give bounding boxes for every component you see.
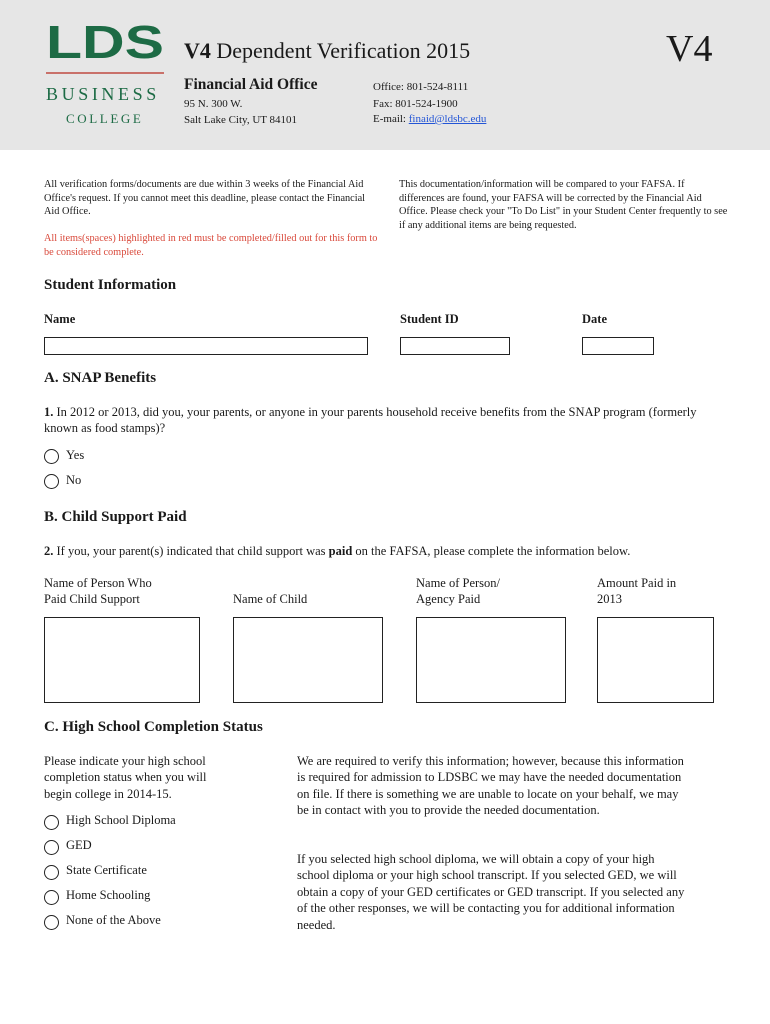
col-agency-header xyxy=(416,575,500,607)
logo-divider xyxy=(46,72,164,74)
lds-logo xyxy=(46,20,166,67)
child-support-question xyxy=(44,543,724,559)
deadline-notice: All verification forms/documents are due within 3 weeks of the Financial Aid Office's request. If you cannot meet this deadline, please contact the Financial Aid Office. xyxy=(44,179,366,218)
col-payer-line2: Paid Child Support xyxy=(44,592,140,606)
logo-college-text: COLLEGE xyxy=(66,111,144,126)
student-id-field[interactable] xyxy=(400,337,510,355)
date-field[interactable] xyxy=(582,337,654,355)
child-support-heading: B. Child Support Paid xyxy=(44,509,187,525)
none-of-above-label: None of the Above xyxy=(66,913,161,927)
date-label: Date xyxy=(582,312,607,326)
office-contact xyxy=(373,80,486,127)
child-support-question-bold: paid xyxy=(328,544,353,558)
ged-radio[interactable] xyxy=(44,840,59,855)
child-support-question-post: on the FAFSA, please complete the information below. xyxy=(352,544,631,558)
logo-business-text: BUSINESS xyxy=(46,84,160,104)
agency-name-field[interactable] xyxy=(416,617,566,703)
student-id-label: Student ID xyxy=(400,312,459,326)
address-line-1: 95 N. 300 W. xyxy=(184,98,243,110)
document-collection-info: If you selected high school diploma, we will obtain a copy of your high school diploma or your high school transcript. If you selected GED, we will obtain a copy of your GED certificates or GED transcript. If you selected any of the other responses, we will be contacting you for additional information needed. xyxy=(297,852,685,932)
child-support-question-pre: If you, your parent(s) indicated that child support was xyxy=(53,544,329,558)
fax-number: Fax: 801-524-1900 xyxy=(373,98,458,110)
col-child-line2: Name of Child xyxy=(233,592,308,606)
email-label: E-mail: xyxy=(373,113,409,125)
snap-question-text: In 2012 or 2013, did you, your parents, or anyone in your parents household receive benefits from the SNAP program (formerly known as food stamps)? xyxy=(44,405,697,435)
payer-name-field[interactable] xyxy=(44,617,200,703)
hs-diploma-radio[interactable] xyxy=(44,815,59,830)
name-label: Name xyxy=(44,312,76,326)
snap-heading: A. SNAP Benefits xyxy=(44,370,157,386)
snap-no-radio[interactable] xyxy=(44,474,59,489)
col-agency-line2: Agency Paid xyxy=(416,592,481,606)
home-schooling-radio[interactable] xyxy=(44,890,59,905)
amount-paid-field[interactable] xyxy=(597,617,714,703)
col-amount-header xyxy=(597,575,676,607)
document-title xyxy=(184,38,470,64)
required-items-note: All items(spaces) highlighted in red must be completed/filled out for this form to be considered complete. xyxy=(44,233,378,258)
ged-label: GED xyxy=(66,838,92,852)
snap-question xyxy=(44,404,724,436)
svg-text:LDS: LDS xyxy=(46,20,164,62)
lds-logo-mark xyxy=(46,20,166,62)
header-band xyxy=(0,0,770,150)
col-payer-line1: Name of Person Who xyxy=(44,576,152,590)
address-line-2: Salt Lake City, UT 84101 xyxy=(184,114,298,126)
col-amount-line2: 2013 xyxy=(597,592,622,606)
snap-question-number: 1. xyxy=(44,405,54,419)
title-text: Dependent Verification 2015 xyxy=(210,38,471,63)
snap-yes-label: Yes xyxy=(66,448,85,462)
snap-no-label: No xyxy=(66,473,82,487)
col-payer-header xyxy=(44,575,152,607)
office-name: Financial Aid Office xyxy=(184,76,318,93)
home-schooling-label: Home Schooling xyxy=(66,888,151,902)
child-name-field[interactable] xyxy=(233,617,383,703)
name-field[interactable] xyxy=(44,337,368,355)
col-child-header xyxy=(233,591,307,607)
hs-diploma-label: High School Diploma xyxy=(66,813,176,827)
col-agency-line1: Name of Person/ xyxy=(416,576,501,590)
col-amount-line1: Amount Paid in xyxy=(597,576,677,590)
state-certificate-label: State Certificate xyxy=(66,863,147,877)
verification-explanation: We are required to verify this information; however, because this information is required for admission to LDSBC we may have the needed documentation on file. If there is something we are unable to locate on your behalf, we may be in contact with you to provide the needed documentation. xyxy=(297,754,684,818)
high-school-prompt: Please indicate your high school completion status when you will begin college in 2014-15. xyxy=(44,754,207,801)
none-of-above-radio[interactable] xyxy=(44,915,59,930)
email-link[interactable]: finaid@ldsbc.edu xyxy=(408,113,487,125)
high-school-heading: C. High School Completion Status xyxy=(44,719,263,735)
student-info-heading: Student Information xyxy=(44,277,177,293)
title-version-bold: V4 xyxy=(184,38,211,63)
office-address xyxy=(184,97,297,127)
state-certificate-radio[interactable] xyxy=(44,865,59,880)
fafsa-notice: This documentation/information will be compared to your FAFSA. If differences are found, your FAFSA will be corrected by the Financial Aid Office. Please check your "To Do List" in your Student Center frequently to see if any additional items are being requested. xyxy=(399,179,728,231)
email-line xyxy=(373,112,486,127)
child-support-question-number: 2. xyxy=(44,544,54,558)
office-phone: Office: 801-524-8111 xyxy=(373,81,469,93)
version-label: V4 xyxy=(666,28,713,70)
snap-yes-radio[interactable] xyxy=(44,449,59,464)
